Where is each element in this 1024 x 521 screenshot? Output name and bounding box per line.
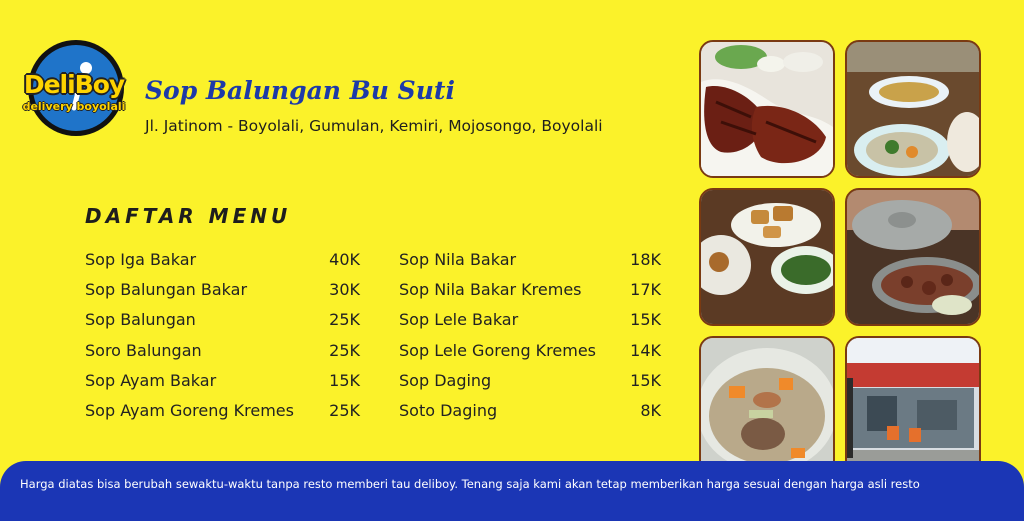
menu-item-name: Sop Iga Bakar (85, 250, 197, 269)
menu-heading: DAFTAR MENU (85, 204, 292, 228)
menu-item-price: 40K (329, 250, 360, 269)
menu-item-price: 25K (329, 340, 360, 360)
menu-item (399, 308, 661, 338)
footer-bar (0, 461, 1024, 521)
menu-item (85, 339, 360, 369)
restaurant-address: Jl. Jatinom - Boyolali, Gumulan, Kemiri, Mojosongo, Boyolali (145, 117, 603, 135)
menu-item (399, 278, 661, 308)
menu-item-name: Sop Balungan (85, 310, 196, 330)
soup-bowls-photo (845, 40, 981, 178)
restaurant-title: Sop Balungan Bu Suti (145, 76, 455, 105)
logo-tagline: delivery boyolali (22, 100, 126, 113)
menu-item (85, 308, 360, 338)
menu-item-price: 15K (329, 370, 360, 390)
fried-snacks-photo (699, 188, 835, 326)
footer-disclaimer: Harga diatas bisa berubah sewaktu-waktu tanpa resto memberi tau deliboy. Tenang saja kami akan tetap memberikan harga sesuai dengan harga asli resto (20, 477, 920, 491)
menu-item (85, 369, 360, 399)
logo-wordmark: DeliBoy (23, 70, 125, 99)
menu-item-price: 18K (630, 250, 661, 269)
menu-item-price: 15K (630, 310, 661, 330)
grilled-ribs-photo (699, 40, 835, 178)
menu-item-price: 30K (329, 280, 360, 300)
menu-item-price: 15K (630, 370, 661, 390)
menu-item-price: 25K (329, 310, 360, 330)
menu-item (85, 248, 360, 278)
menu-item-name: Soto Daging (399, 400, 498, 420)
meat-pot-photo (845, 188, 981, 326)
menu-item-name: Sop Balungan Bakar (85, 280, 248, 300)
menu-item (399, 339, 661, 369)
menu-item-name: Sop Nila Bakar Kremes (399, 280, 582, 300)
menu-column-right (399, 248, 661, 429)
menu-item (399, 399, 661, 429)
menu-item-name: Sop Ayam Goreng Kremes (85, 400, 294, 420)
menu-item (399, 369, 661, 399)
menu-item-name: Sop Ayam Bakar (85, 370, 217, 390)
menu-item (85, 278, 360, 308)
menu-item-price: 14K (630, 340, 661, 360)
menu-item-price: 8K (640, 400, 661, 420)
menu-item-price: 25K (329, 400, 360, 420)
vegetable-soup-photo (699, 336, 835, 474)
menu-item-name: Soro Balungan (85, 340, 202, 360)
menu-item-name: Sop Nila Bakar (399, 250, 517, 269)
menu-item (399, 248, 661, 278)
menu-item-name: Sop Lele Goreng Kremes (399, 340, 597, 360)
deliboy-logo (16, 40, 132, 140)
menu-column-left (85, 248, 360, 429)
menu-item (85, 399, 360, 429)
restaurant-front-photo (845, 336, 981, 474)
menu-item-price: 17K (630, 280, 661, 300)
menu-item-name: Sop Daging (399, 370, 492, 390)
menu-item-name: Sop Lele Bakar (399, 310, 519, 330)
